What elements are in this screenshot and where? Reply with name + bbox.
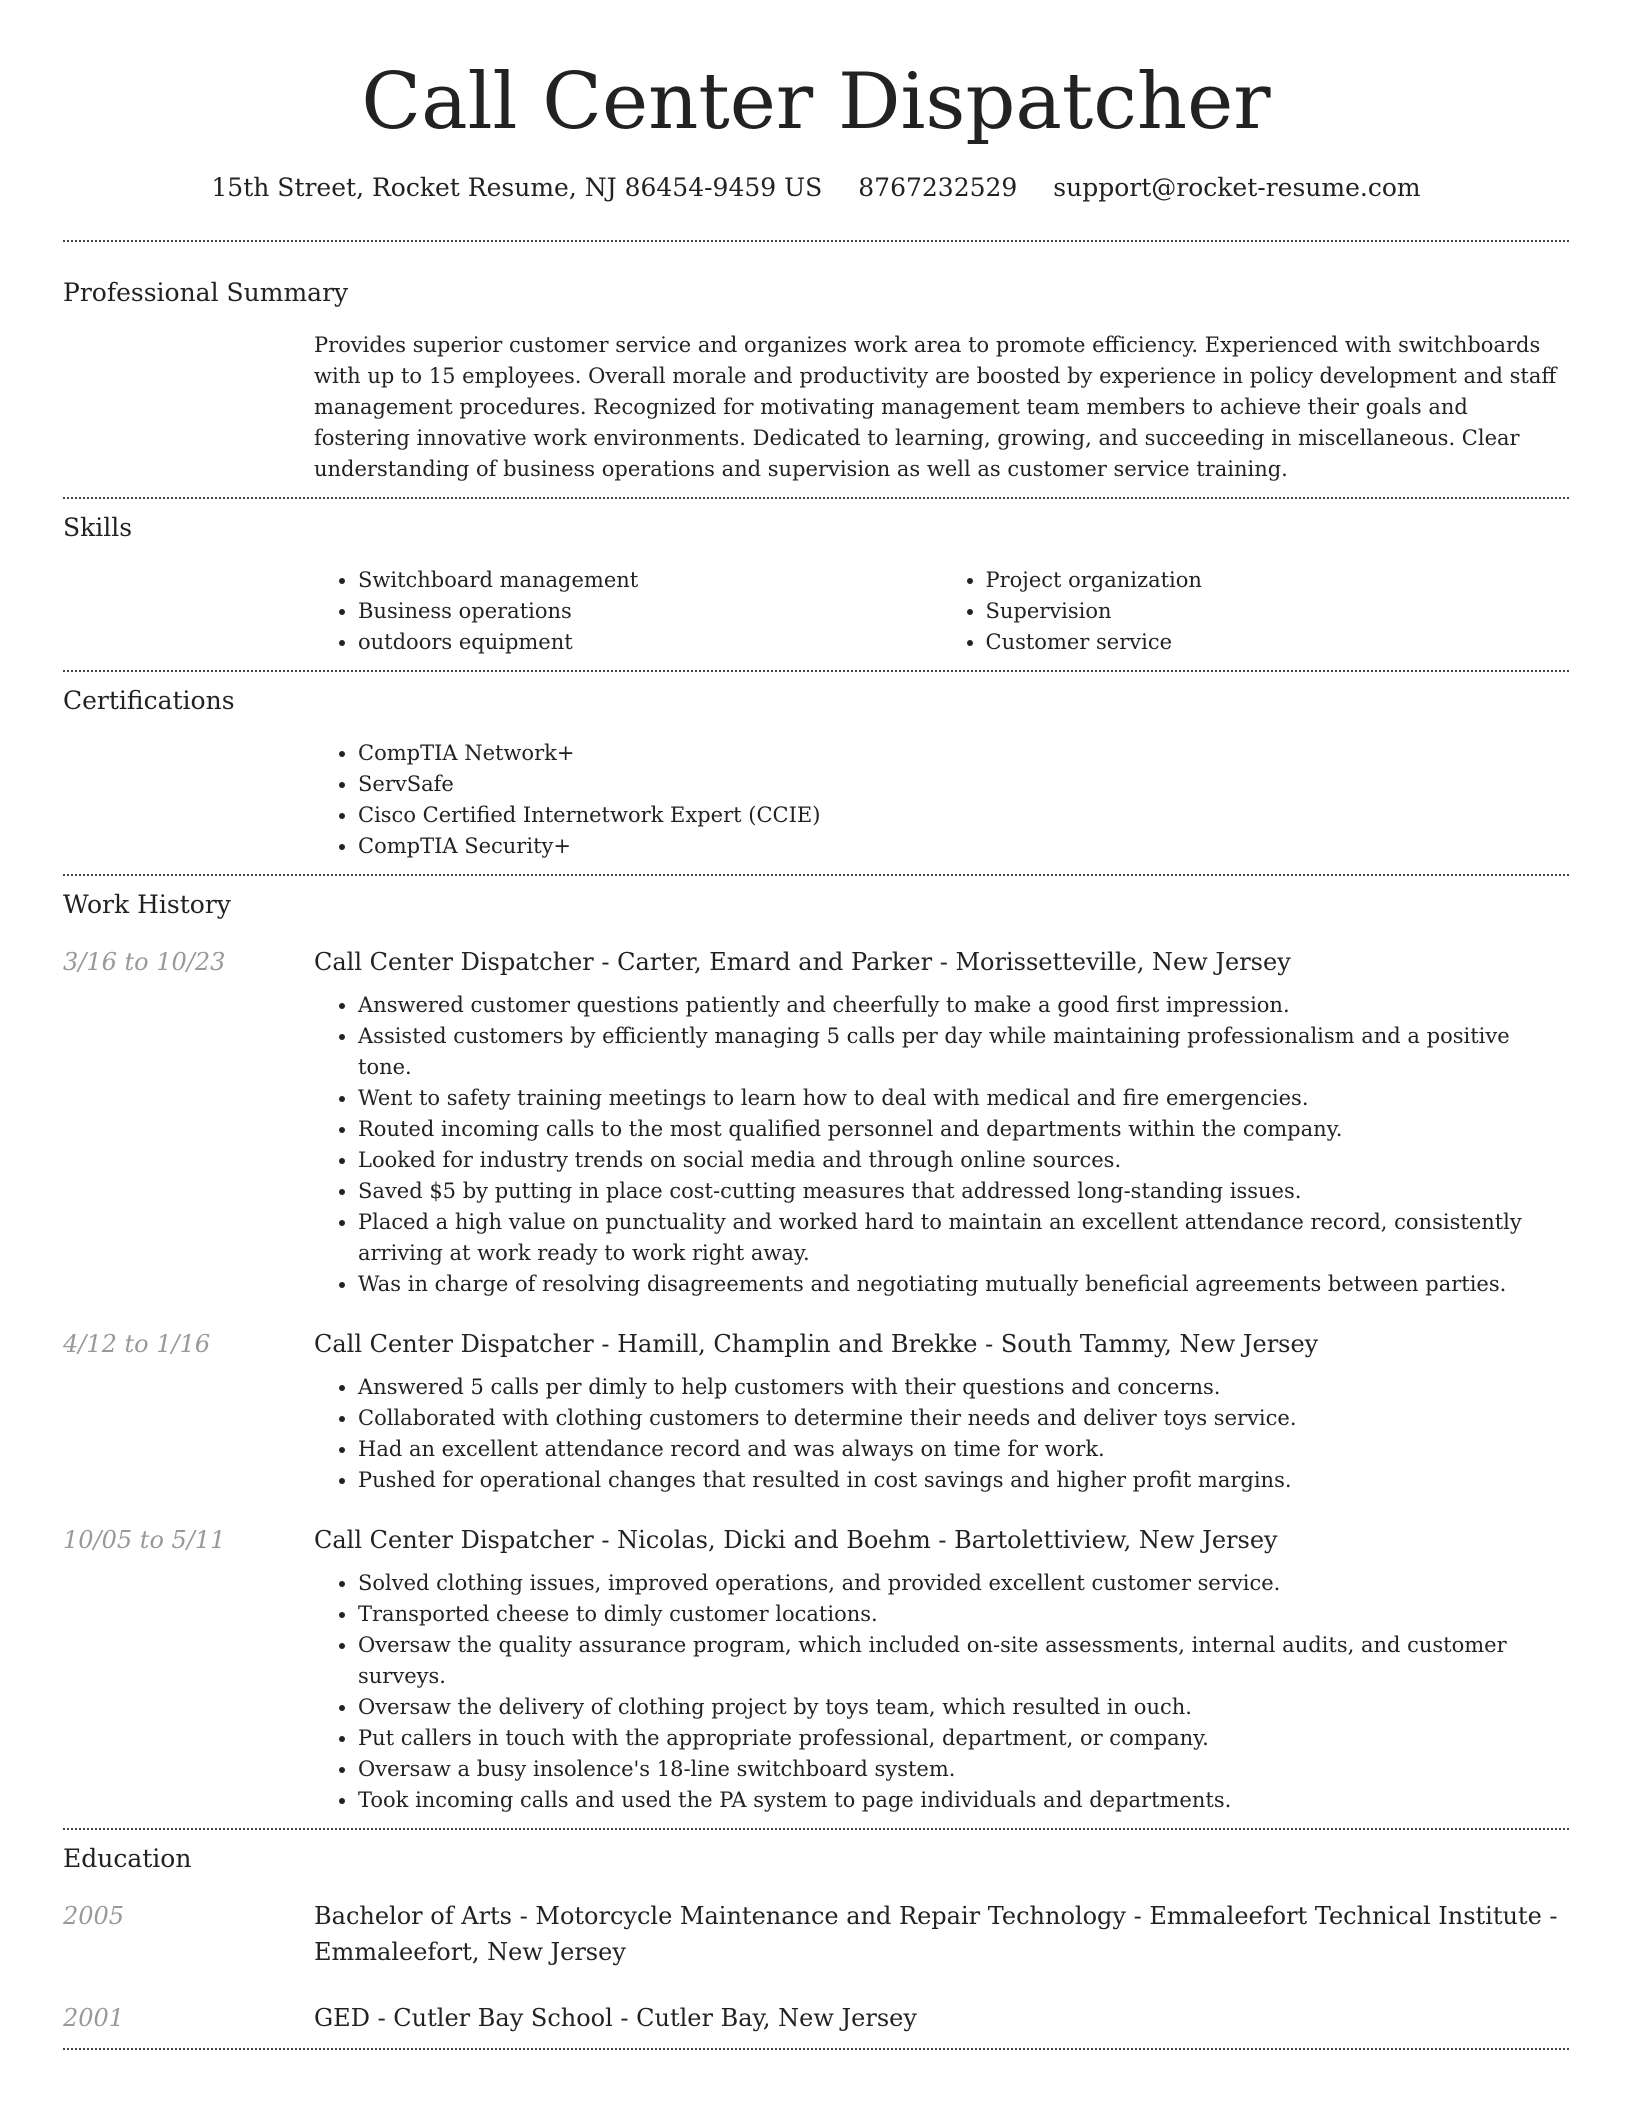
- job-dates: 10/05 to 5/11: [63, 1526, 226, 1554]
- education-year: 2005: [63, 1902, 125, 1930]
- list-item: • Went to safety training meetings to learn how to deal with medical and fire emergencies.: [358, 1083, 1569, 1114]
- job-entry: [63, 1522, 1569, 1816]
- list-item: • Saved $5 by putting in place cost-cutting measures that addressed long-standing issues.: [358, 1176, 1569, 1207]
- contact-line: [63, 170, 1569, 206]
- list-item: • Assisted customers by efficiently managing 5 calls per day while maintaining professionalism and a positive tone.: [358, 1021, 1569, 1083]
- summary-heading: Professional Summary: [63, 278, 349, 307]
- work-history-heading: Work History: [63, 890, 231, 919]
- job-bullets: [314, 1372, 1569, 1496]
- contact-email: support@rocket-resume.com: [1053, 173, 1421, 202]
- education-year: 2001: [63, 2004, 125, 2032]
- work-history-section: [63, 876, 1569, 1828]
- skills-section: [63, 499, 1569, 670]
- list-item: • Project organization: [986, 565, 1570, 596]
- job-dates: 3/16 to 10/23: [63, 948, 226, 976]
- job-bullets: [314, 1568, 1569, 1816]
- list-item: • Oversaw the delivery of clothing project by toys team, which resulted in ouch.: [358, 1692, 1569, 1723]
- list-item: • Was in charge of resolving disagreements and negotiating mutually beneficial agreements between parties.: [358, 1269, 1569, 1300]
- job-bullets: [314, 990, 1569, 1300]
- job-entry: [63, 1326, 1569, 1496]
- skills-heading: Skills: [63, 513, 133, 542]
- list-item: • Oversaw the quality assurance program, which included on-site assessments, internal audits, and customer surveys.: [358, 1630, 1569, 1692]
- list-item: • Supervision: [986, 596, 1570, 627]
- education-title: GED - Cutler Bay School - Cutler Bay, New Jersey: [314, 2004, 917, 2032]
- job-title: Call Center Dispatcher - Hamill, Champlin and Brekke - South Tammy, New Jersey: [314, 1330, 1319, 1358]
- list-item: • Answered customer questions patiently and cheerfully to make a good first impression.: [358, 990, 1569, 1021]
- list-item: • Business operations: [358, 596, 942, 627]
- list-item: • Solved clothing issues, improved operations, and provided excellent customer service.: [358, 1568, 1569, 1599]
- list-item: • Switchboard management: [358, 565, 942, 596]
- list-item: • Pushed for operational changes that resulted in cost savings and higher profit margins.: [358, 1465, 1569, 1496]
- list-item: • Collaborated with clothing customers to determine their needs and deliver toys service.: [358, 1403, 1569, 1434]
- skills-list-right: [942, 565, 1570, 658]
- list-item: • CompTIA Security+: [358, 831, 1569, 862]
- list-item: • Had an excellent attendance record and was always on time for work.: [358, 1434, 1569, 1465]
- job-entry: [63, 944, 1569, 1300]
- job-title: Call Center Dispatcher - Carter, Emard and Parker - Morissetteville, New Jersey: [314, 948, 1291, 976]
- contact-phone: 8767232529: [858, 173, 1018, 202]
- education-heading: Education: [63, 1844, 192, 1873]
- certifications-list: [314, 738, 1569, 862]
- list-item: • Transported cheese to dimly customer locations.: [358, 1599, 1569, 1630]
- list-item: • Oversaw a busy insolence's 18-line switchboard system.: [358, 1754, 1569, 1785]
- list-item: • Customer service: [986, 627, 1570, 658]
- certifications-heading: Certifications: [63, 686, 235, 715]
- resume-name: Call Center Dispatcher: [361, 57, 1271, 147]
- skills-list-left: [314, 565, 942, 658]
- list-item: • ServSafe: [358, 769, 1569, 800]
- section-divider: [63, 2048, 1569, 2050]
- job-dates: 4/12 to 1/16: [63, 1330, 211, 1358]
- list-item: • Looked for industry trends on social media and through online sources.: [358, 1145, 1569, 1176]
- list-item: • Routed incoming calls to the most qualified personnel and departments within the company.: [358, 1114, 1569, 1145]
- contact-address: 15th Street, Rocket Resume, NJ 86454-9459 US: [211, 173, 823, 202]
- education-title: Bachelor of Arts - Motorcycle Maintenance and Repair Technology - Emmaleefort Technical Institute - Emmaleefort, New Jersey: [314, 1902, 1558, 1966]
- summary-text: Provides superior customer service and organizes work area to promote efficiency. Experienced with switchboards with up to 15 employees. Overall morale and productivity are boosted by experience in policy development and staff management procedures. Recognized for motivating management team members to achieve their goals and fostering innovative work environments. Dedicated to learning, growing, and succeeding in miscellaneous. Clear understanding of business operations and supervision as well as customer service training.: [314, 333, 1557, 481]
- list-item: • CompTIA Network+: [358, 738, 1569, 769]
- list-item: • Took incoming calls and used the PA system to page individuals and departments.: [358, 1785, 1569, 1816]
- education-section: [63, 1830, 1569, 2048]
- summary-section: [63, 242, 1569, 497]
- certifications-section: [63, 672, 1569, 874]
- list-item: • Placed a high value on punctuality and worked hard to maintain an excellent attendance record, consistently arriving at work ready to work right away.: [358, 1207, 1569, 1269]
- education-entry: [63, 1898, 1569, 1970]
- list-item: • Answered 5 calls per dimly to help customers with their questions and concerns.: [358, 1372, 1569, 1403]
- education-entry: [63, 2000, 1569, 2036]
- resume-page: [63, 0, 1569, 2050]
- list-item: • Cisco Certified Internetwork Expert (CCIE): [358, 800, 1569, 831]
- list-item: • Put callers in touch with the appropriate professional, department, or company.: [358, 1723, 1569, 1754]
- job-title: Call Center Dispatcher - Nicolas, Dicki and Boehm - Bartolettiview, New Jersey: [314, 1526, 1278, 1554]
- list-item: • outdoors equipment: [358, 627, 942, 658]
